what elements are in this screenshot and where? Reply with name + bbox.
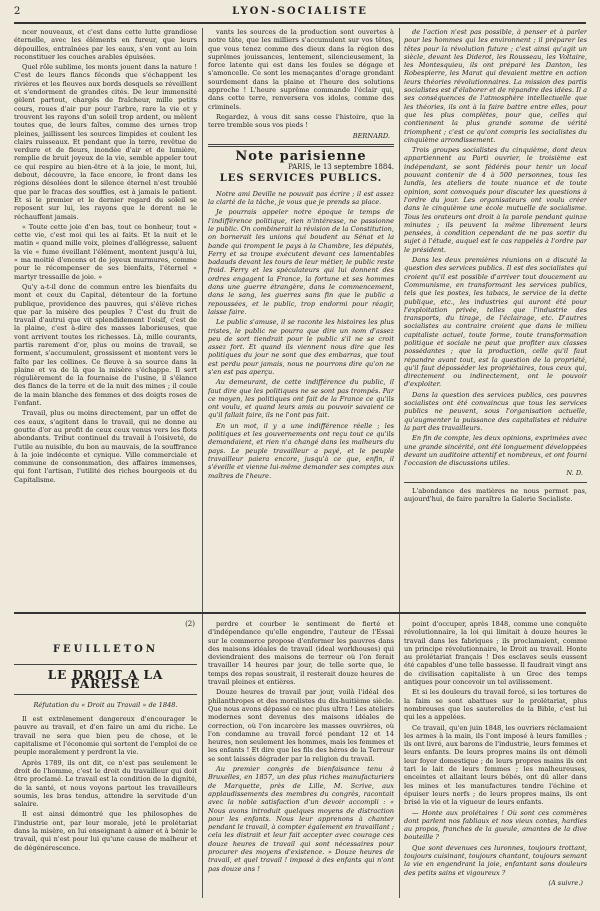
paragraph: Il est extrêmement dangereux d'encourager le pauvre au travail, et d'en faire un ami du riche. Le travail ne sera que bien peu de chose, et le capitalisme et l'économie qui sortent de l'emploi de ce peuple moralement y perdront la vie. [14,715,197,757]
to-be-continued: (A suivre.) [548,878,583,887]
paragraph: Après 1789, ils ont dit, ce n'est pas seulement le droit de l'homme, c'est le droit du travailleur qui doit être proclamé. Le travail est la condition de la dignité, de la santé, et nous voyons partout les travailleurs soumis, les bras tendus, attendre la servitude d'un salaire. [14,758,197,809]
column-3 [404,28,587,610]
paragraph: Dans les deux premières réunions on a discuté la question des services publics. Il est des socialistes qui croient qu'il est possible d'arriver tout doucement au Communisme, en transformant les services publics, tels que les postes, les tabacs, le service de la dette publique, etc., les industries qui auront été pour l'exploitation privée, telles que l'industrie des transports, du tirage, de l'éclairage, etc. D'autres socialistes au contraire croient que dans le milieu capitaliste actuel, toute forme, toute transformation politique et sociale ne peut que profiter aux classes possédantes ; que la production, celle qu'il faut répandre avant tout, est la question de la propriété, qu'il faut déposséder les propriétaires, tous ceux qui, directement ou indirectement, ont le pouvoir d'exploiter. [404,256,587,389]
paragraph: perdre et courber le sentiment de fierté et d'indépendance qu'elle engendre, l'auteur de l'Essai sur le commerce propose d'enfermer les pauvres dans des maisons idéales de travail (ideal workhouses) qui deviendraient des maisons de terreur où l'on ferait travailler 14 heures par jour, de telle sorte que, le temps des repas soustrait, il resterait douze heures de travail pleines et entières. [208,620,394,687]
article-signature: N. D. [566,469,583,478]
newspaper-title: LYON-SOCIALISTE [232,6,368,17]
column-divider [202,28,203,898]
paragraph: Au premier congrès de bienfaisance tenu à Bruxelles, en 1857, un des plus riches manufacturiers de Marquette, près de Lille, M. Scrive, aux applaudissements des membres du congrès, racontait avec la noble satisfaction d'un devoir accompli : « Nous avons introduit quelques moyens de distraction pour les enfants. Nous leur apprenons à chanter pendant le travail, à compter également en travaillant ; cela les distrait et leur fait accepter avec courage ces douze heures de travail qui sont nécessaires pour procurer des moyens d'existence. » Douze heures de travail, et quel travail ! imposé à des enfants qui n'ont pas douze ans ! [208,765,394,873]
paragraph: Quel rôle sublime, les monts jouent dans la nature ! C'est de leurs flancs féconds que s'échappent les rivières et les fleuves aux bords desquels se réveillent et s'endorment de grandes cités. De leur immensité gèlent partout, chargés de fraîcheur, mille petits cours, roues d'air pur pour l'arbre, rare la vie et y trouvent les rayons d'un soleil trop ardent, ou mêlent toutes que, de leurs faîtes, comme des urnes trop pleines, jaillissent les sources limpides et coulent les clairs ruisseaux. Et pendant que la terre, revêtue de verdure et de fleurs, inondée d'air et de lumière, remplie de bruit joyeux de la vie, semble appeler tout ce qui respire au bien-être et à la joie, le mont, lui, debout, découvre, la face encore, le front dans les régions désolées dont le silence éternel n'est troublé que par le fracas des souffles, est à jamais le patient. Et si le premier et le dernier regard du soleil se reposent sur lui, les rayons que le dorent ne le réchauffent jamais. [14,63,197,221]
paragraph: vants les sources de la production sont ouvertes à notre tâte, que les milliers s'accumulent sur vos têtes, que vous tenez comme des dieux dans la région des suprêmes jouissances, lentement, silencieusement, la force latente qui est dans les foules se dégage et s'amoncelle. Ce sont les menaçantes d'orage grondant sourdement dans la plaine et l'heure des solutions approche ! L'heure suprême commande l'éclair qui, dans cette terre, renversera vos idoles, comme des criminels. [208,28,394,111]
paragraph: Travail, plus ou moins directement, par un effet de ces eaux, s'agitent dans le travail, qui ne donne au goutte d'or au profit de ceux ceux venus vers les flots abondants. Tribut continuel du travail à l'oisiveté, de l'utile au nuisible, du bon au mauvais, de la souffrance à la joie indécente et cynique. Ville commerciale et commune de consommation, des affaires immenses, qui font l'artisan, l'utilité des riches bourgeois et du Capitalisme. [14,409,197,484]
paragraph: Le public s'amuse, il se raconte les histoires les plus tristes, le public ne pourra que dire un nom d'assez peu de sort tiendrait pour le public s'il ne se croit assez fort. Et quand ils viennent nous dire que les politiques du jour ne sont que des embarras, que tout est perdu pour jamais, nous ne pourrons dire qu'on ne s'en est pas aperçu. [208,318,394,376]
paragraph: — Honte aux prolétaires ! Où sont ces commères dont parlent nos fabliaux et nos vieux contes, hardies au propos, franches de la gueule, amantes de la dive bouteille ? [404,808,587,842]
article-title: Note parisienne [235,148,367,164]
column-divider [399,28,400,898]
paragraph: « Toute cette joie d'en bas, tout ce bonheur, tout « cette vie, c'est moi qui les ai faits. Et la nuit et le matin « quand mille voix, pleines d'allégresse, saluent la vie « fume éveillant l'élément, montent jusqu'à lui, « ma moitié d'encens et de joyeux murmures, comme pour le récompenser de ses bienfaits, l'éternel « martyr tressaille de joie. » [14,222,197,281]
paragraph: Au demeurant, de cette indifférence du public, il faut dire que les politiques ne se sont pas trompés. Par ce moyen, les politiques ont fait de la France ce qu'ils ont voulu, et quand leurs amis au pouvoir savaient ce qu'il fallait faire, ils ne l'ont pas fait. [208,378,394,420]
feuilleton [14,620,197,854]
article-subtitle: LES SERVICES PUBLICS. [219,173,383,185]
paragraph: Regardez, à vous dit sans cesse l'histoire, que la terre tremble sous vos pieds ! [208,112,394,130]
feuilleton-label: FEUILLETON [52,644,159,655]
article-body [208,190,394,480]
article-separator [404,482,587,483]
article-separator [208,144,394,147]
paragraph: Douze heures de travail par jour, voilà l'idéal des philanthropes et des moralistes du dix-huitième siècle. Que nous avons dépassé ce nec plus ultra ! Les ateliers modernes sont devenus des maisons idéales de correction, où l'on incarcère les masses ouvrières, où l'on condamne au travail forcé pendant 12 et 14 heures, non seulement les hommes, mais les femmes et les enfants ! Et dire que les fils des héros de la Terreur se sont laissés dégrader par la religion du travail. [208,688,394,763]
feuilleton-column-2 [208,620,394,902]
feuilleton-title: LE DROIT A LA PARESSE [14,664,197,695]
feuilleton-number: (2) [185,620,195,628]
paragraph: Notre ami Deville ne pouvait pas écrire ; il est assez la clarté de la tâche, je vous que je prends sa place. [208,189,394,207]
page-number: 2 [14,6,21,17]
paragraph: Je pourrais appeler notre époque le temps de l'indifférence politique, rien n'intéresse, ne passionne le public. On combinerait la révision de la Constitution, on bornerait les unions qui boudent au Sénat et la bande qui trompent le pays à la Chambre, les députés, Ferry et sa troupe exécutent devant ces lamentables badauds devant les tours de leur métier, le public reste froid. Ferry et les spéculateurs qui lui donnent des ordres engagent la France, la fortune et ses hommes dans une guerre étrangère, dans le commencement, dans le sang, les guerres sans fin que le public a repoussées, et le public, trop endormi pour réagir, laisse faire. [208,208,394,316]
feuilleton-column-3 [404,620,587,902]
article-dateline: PARIS, le 13 septembre 1884. [288,163,394,172]
paragraph: Trois groupes socialistes du cinquième, dont deux appartiennent au Parti ouvrier, le troisième est indépendant, se sont fédérés pour tenir un local pouvant contenir de 4 à 500 personnes, tous les lundis, les ateliers de toute nuance et de toute opinion, sont convoqués pour discuter les questions à l'ordre du jour. Les organisateurs ont voulu créer dans le cinquième une école mutuelle de socialisme. Tous les orateurs ont droit à la parole pendant quinze minutes ; ils peuvent la même librement leurs pensées, à condition cependant de ne pas sortir du sujet à l'étude, auquel est le cas rappelés à l'ordre par le président. [404,146,587,254]
paragraph: Et si les douleurs du travail forcé, si les tortures de la faim se sont abattues sur le prolétariat, plus nombreuses que les sauterelles de la Bible, c'est lui qui les a appelées. [404,688,587,722]
paragraph: de l'action n'est pas possible, à penser et à parler pour les hommes qui les environnent ; il préparer les têtes pour la révolution future ; c'est ainsi qu'agit un siècle, devant les Diderot, les Rousseau, les Voltaire, les Montesquieu, ils ont préparé les Danton, les Robespierre, les Marat qui devaient mettre en action leurs théories révolutionnaires. La mission des partis socialistes est d'élaborer et de répandre des idées. Il a ses conséquences de l'atmosphère intellectuelle que les théories, ils ont à la faire battre entre elles, pour que les plus complètes, pour que, celles qui contiennent la plus grande somme de vérité triomphent ; c'est ce qu'ont compris les socialistes du cinquième arrondissement. [404,28,587,144]
paragraph: Que sont devenues ces luronnes, toujours trottant, toujours cuisinant, toujours chantant, toujours semant la vie en engendrant la joie, enfantant sans douleurs des petits sains et vigoureux ? [404,843,587,877]
paragraph: Qu'y a-t-il donc de commun entre les bienfaits du mont et ceux du Capital, détenteur de la fortune publique, providence des pauvres, qui s'élève riches que par la misère des peuples ? C'est du fruit de travail d'autrui que vit splendidement l'oisif, c'est de la plaine, c'est à-dire des masses laborieuses, que vont arrivent toutes les richesses. Là, mille courants, partis rarement d'or, plus ou moins de travail, se forment, s'accumulent, grossissent et montent vers le faîte par les collines. Ce fleuve à sa source dans la plaine et va de là que la misère s'échappe. Il sert régulièrement de la fournaise de l'usine, il s'élance des flancs de la terre et de la nuit des mines ; il coule de la main blanche des femmes et des doigts roses de l'enfant. [14,282,197,408]
paragraph: Ce travail, qu'en juin 1848, les ouvriers réclamaient les armes à la main, ils l'ont imposé à leurs familles ; ils ont livré, aux barons de l'industrie, leurs femmes et leurs enfants. De leurs propres mains ils ont démoli leur foyer domestique ; de leurs propres mains ils ont tari le lait de leurs femmes ; les malheureuses, enceintes et allaitant leurs bébés, ont dû aller dans les mines et les manufactures tendre l'échine et épuiser leurs nerfs ; de leurs propres mains, ils ont brisé la vie et la vigueur de leurs enfants. [404,723,587,807]
paragraph: En fin de compte, les deux opinions, exprimées avec une grande sincérité, ont été longuement développées devant un auditoire attentif et nombreux, et ont fourni l'occasion de discussions utiles. [404,434,587,468]
paragraph: Dans la question des services publics, ces pauvres socialistes ont été convaincus que tous les services publics ne peuvent, sous l'organisation actuelle, qu'augmenter la puissance des capitalistes et réduire la part des travailleurs. [404,390,587,432]
column-1 [14,28,197,610]
paragraph: point d'occuper, après 1848, comme une conquête révolutionnaire, la loi qui limitait à douze heures le travail dans les fabriques ; ils proclamaient, comme un principe révolutionnaire, le Droit au travail. Honte au prolétariat français ! Des esclaves seuls eussent été capables d'une telle bassesse. Il faudrait vingt ans de civilisation capitaliste à un Grec des temps antiques pour concevoir un tel avilissement. [404,620,587,687]
notice: L'abondance des matières ne nous permet pas, aujourd'hui, de faire paraître la Galerie Socialiste. [404,486,587,504]
masthead [0,6,600,17]
feuilleton-subtitle: Réfutation du « Droit au Travail » de 1848. [33,700,178,709]
paragraph: En un mot, il y a une indifférence réelle ; les politiques et les gouvernements ont reçu tout ce qu'ils demandaient, et rien n'a changé dans les malheurs du pays. Le peuple travailleur a payé, et le peuple travailleur paiera encore, jusqu'à ce que, enfin, il s'éveille et vienne lui-même demander ses comptes aux maîtres de l'heure. [208,421,394,480]
paragraph: ncer nouveaux, et c'est dans cette lutte grandiose éternelle, avec les éléments en fureur, que leurs dépouilles, entraînées par les eaux, s'en vont au loin reconstituer les couches arables épuisées. [14,28,197,61]
column-2 [208,28,394,610]
masthead-rule [14,22,586,24]
feuilleton-rule [14,612,586,614]
article-signature: BERNARD. [352,131,390,140]
paragraph: Il est ainsi démontré que les philosophes de l'industrie ont, par leur morale, jeté le prolétariat dans la misère, en lui enseignant à aimer et à bénir le travail, qui n'est pour lui qu'une cause de malheur et de dégénérescence. [14,810,197,852]
